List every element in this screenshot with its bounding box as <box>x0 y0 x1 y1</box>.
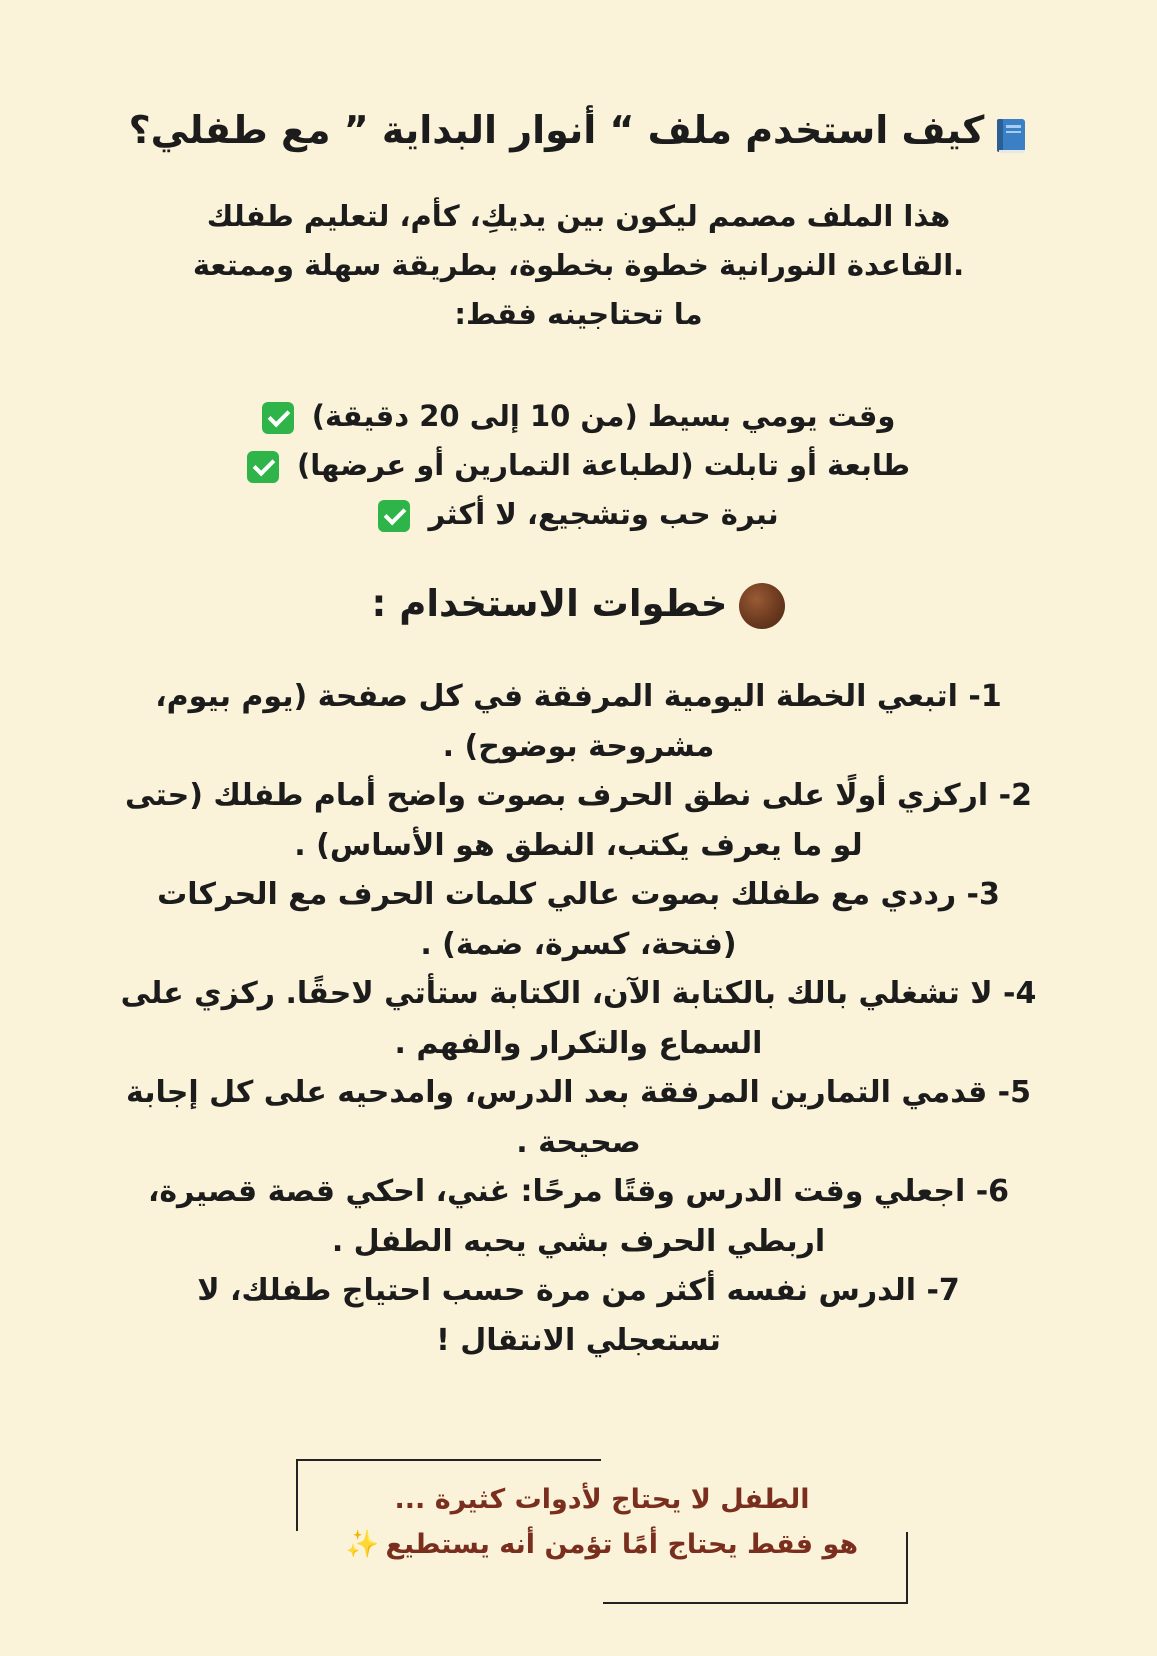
step-line: 1- اتبعي الخطة اليومية المرفقة في كل صفحة (يوم بيوم، <box>155 679 1002 714</box>
checklist-item <box>120 441 1037 490</box>
steps-heading-text: خطوات الاستخدام : <box>371 582 728 625</box>
blue-book-icon <box>994 114 1028 152</box>
step-line: تستعجلي الانتقال ! <box>436 1322 721 1358</box>
quote-frame-right <box>906 1532 908 1604</box>
step-line: 6- اجعلي وقت الدرس وقتًا مرحًا: غني، احكي قصة قصيرة، <box>147 1174 1010 1209</box>
step-item <box>110 672 1047 771</box>
checklist-item-text: نبرة حب وتشجيع، لا أكثر <box>428 497 779 531</box>
quote-frame-top <box>296 1459 601 1461</box>
steps-heading <box>0 576 1157 632</box>
intro-line: ما تحتاجينه فقط: <box>454 297 703 331</box>
sparkles-icon: ✨ <box>345 1529 380 1560</box>
step-item <box>110 771 1047 870</box>
checklist <box>120 392 1037 539</box>
step-line: مشروحة بوضوح) . <box>442 728 715 764</box>
check-mark-icon <box>262 402 294 434</box>
step-line: اربطي الحرف بشي يحبه الطفل . <box>331 1223 826 1259</box>
title-text: كيف استخدم ملف “ أنوار البداية ” مع طفلي؟ <box>128 108 985 152</box>
intro-line: .القاعدة النورانية خطوة بخطوة، بطريقة سهلة وممتعة <box>192 248 965 282</box>
checklist-item <box>120 490 1037 539</box>
checklist-item-text: وقت يومي بسيط (من 10 إلى 20 دقيقة) <box>311 399 896 433</box>
step-line: لو ما يعرف يكتب، النطق هو الأساس) . <box>294 827 863 863</box>
check-mark-icon <box>247 451 279 483</box>
checklist-item-text: طابعة أو تابلت (لطباعة التمارين أو عرضها) <box>296 448 911 482</box>
step-line: (فتحة، كسرة، ضمة) . <box>420 926 737 962</box>
check-mark-icon <box>378 500 410 532</box>
brown-circle-icon <box>739 583 785 629</box>
quote-frame-left <box>296 1459 298 1531</box>
step-item <box>110 1167 1047 1266</box>
step-line: 2- اركزي أولًا على نطق الحرف بصوت واضح أمام طفلك (حتى <box>125 778 1032 813</box>
quote-line <box>316 1522 888 1567</box>
intro-line: هذا الملف مصمم ليكون بين يديكِ، كأم، لتعليم طفلك <box>206 199 951 233</box>
quote-frame-bottom <box>603 1602 908 1604</box>
step-item <box>110 1266 1047 1365</box>
checklist-item <box>120 392 1037 441</box>
steps-list <box>110 672 1047 1365</box>
quote-text <box>316 1477 888 1567</box>
step-item <box>110 870 1047 969</box>
quote-line-text: هو فقط يحتاج أمًا تؤمن أنه يستطيع <box>385 1529 859 1560</box>
quote-box <box>296 1459 908 1604</box>
step-line: صحيحة . <box>516 1124 641 1160</box>
step-item <box>110 969 1047 1068</box>
page-title <box>0 102 1157 158</box>
intro-paragraph <box>120 192 1037 339</box>
step-line: 4- لا تشغلي بالك بالكتابة الآن، الكتابة ستأتي لاحقًا. ركزي على <box>120 976 1037 1011</box>
step-line: 5- قدمي التمارين المرفقة بعد الدرس، وامدحيه على كل إجابة <box>126 1075 1031 1110</box>
step-line: 7- الدرس نفسه أكثر من مرة حسب احتياج طفلك، لا <box>197 1273 960 1308</box>
step-line: 3- رددي مع طفلك بصوت عالي كلمات الحرف مع الحركات <box>157 877 1000 912</box>
quote-line: الطفل لا يحتاج لأدوات كثيرة ... <box>394 1484 810 1515</box>
step-item <box>110 1068 1047 1167</box>
step-line: السماع والتكرار والفهم . <box>394 1025 763 1061</box>
